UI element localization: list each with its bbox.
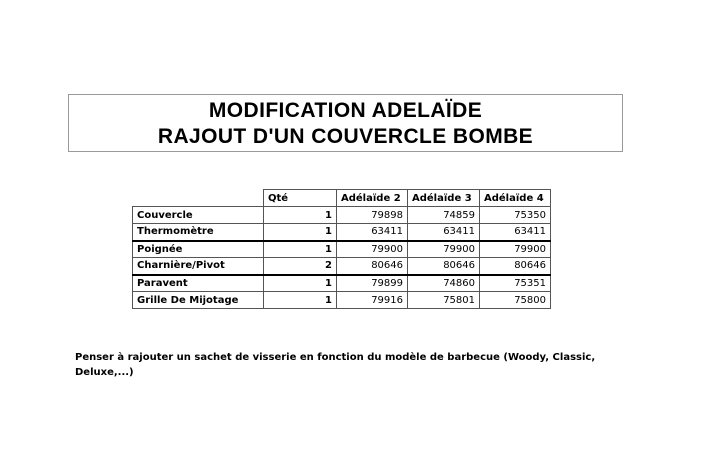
part-qty: 1: [264, 241, 337, 258]
header-adelaide-4: Adélaïde 4: [480, 190, 551, 207]
table-row: [133, 207, 551, 224]
header-qty: Qté: [264, 190, 337, 207]
table-header-row: [133, 190, 551, 207]
part-qty: 1: [264, 275, 337, 292]
part-ref-a2: 79899: [337, 275, 408, 292]
part-ref-a3: 74860: [408, 275, 480, 292]
part-ref-a4: 75351: [480, 275, 551, 292]
table-row: [133, 292, 551, 309]
part-name: Poignée: [133, 241, 264, 258]
part-ref-a4: 75800: [480, 292, 551, 309]
part-qty: 1: [264, 292, 337, 309]
part-ref-a4: 79900: [480, 241, 551, 258]
part-qty: 1: [264, 207, 337, 224]
part-qty: 1: [264, 224, 337, 241]
hardware-note: Penser à rajouter un sachet de visserie en fonction du modèle de barbecue (Woody, Classic, Deluxe,...): [75, 352, 596, 378]
part-ref-a2: 79916: [337, 292, 408, 309]
part-ref-a2: 63411: [337, 224, 408, 241]
table-row: [133, 275, 551, 292]
part-ref-a4: 80646: [480, 258, 551, 275]
part-ref-a2: 79900: [337, 241, 408, 258]
part-ref-a3: 79900: [408, 241, 480, 258]
header-adelaide-2: Adélaïde 2: [337, 190, 408, 207]
table-row: [133, 224, 551, 241]
part-name: Charnière/Pivot: [133, 258, 264, 275]
part-name: Thermomètre: [133, 224, 264, 241]
part-ref-a2: 80646: [337, 258, 408, 275]
part-ref-a3: 80646: [408, 258, 480, 275]
part-ref-a3: 74859: [408, 207, 480, 224]
part-ref-a4: 75350: [480, 207, 551, 224]
title-line-1: MODIFICATION ADELAÏDE: [208, 99, 483, 122]
header-blank-cell: [133, 190, 264, 207]
part-name: Paravent: [133, 275, 264, 292]
title-box: [68, 94, 623, 152]
header-adelaide-3: Adélaïde 3: [408, 190, 480, 207]
table-row: [133, 241, 551, 258]
part-qty: 2: [264, 258, 337, 275]
parts-table: [132, 189, 551, 309]
part-name: Grille De Mijotage: [133, 292, 264, 309]
part-ref-a3: 63411: [408, 224, 480, 241]
table-row: [133, 258, 551, 275]
part-ref-a2: 79898: [337, 207, 408, 224]
part-ref-a4: 63411: [480, 224, 551, 241]
title-line-2: RAJOUT D'UN COUVERCLE BOMBE: [157, 125, 534, 148]
part-name: Couvercle: [133, 207, 264, 224]
part-ref-a3: 75801: [408, 292, 480, 309]
